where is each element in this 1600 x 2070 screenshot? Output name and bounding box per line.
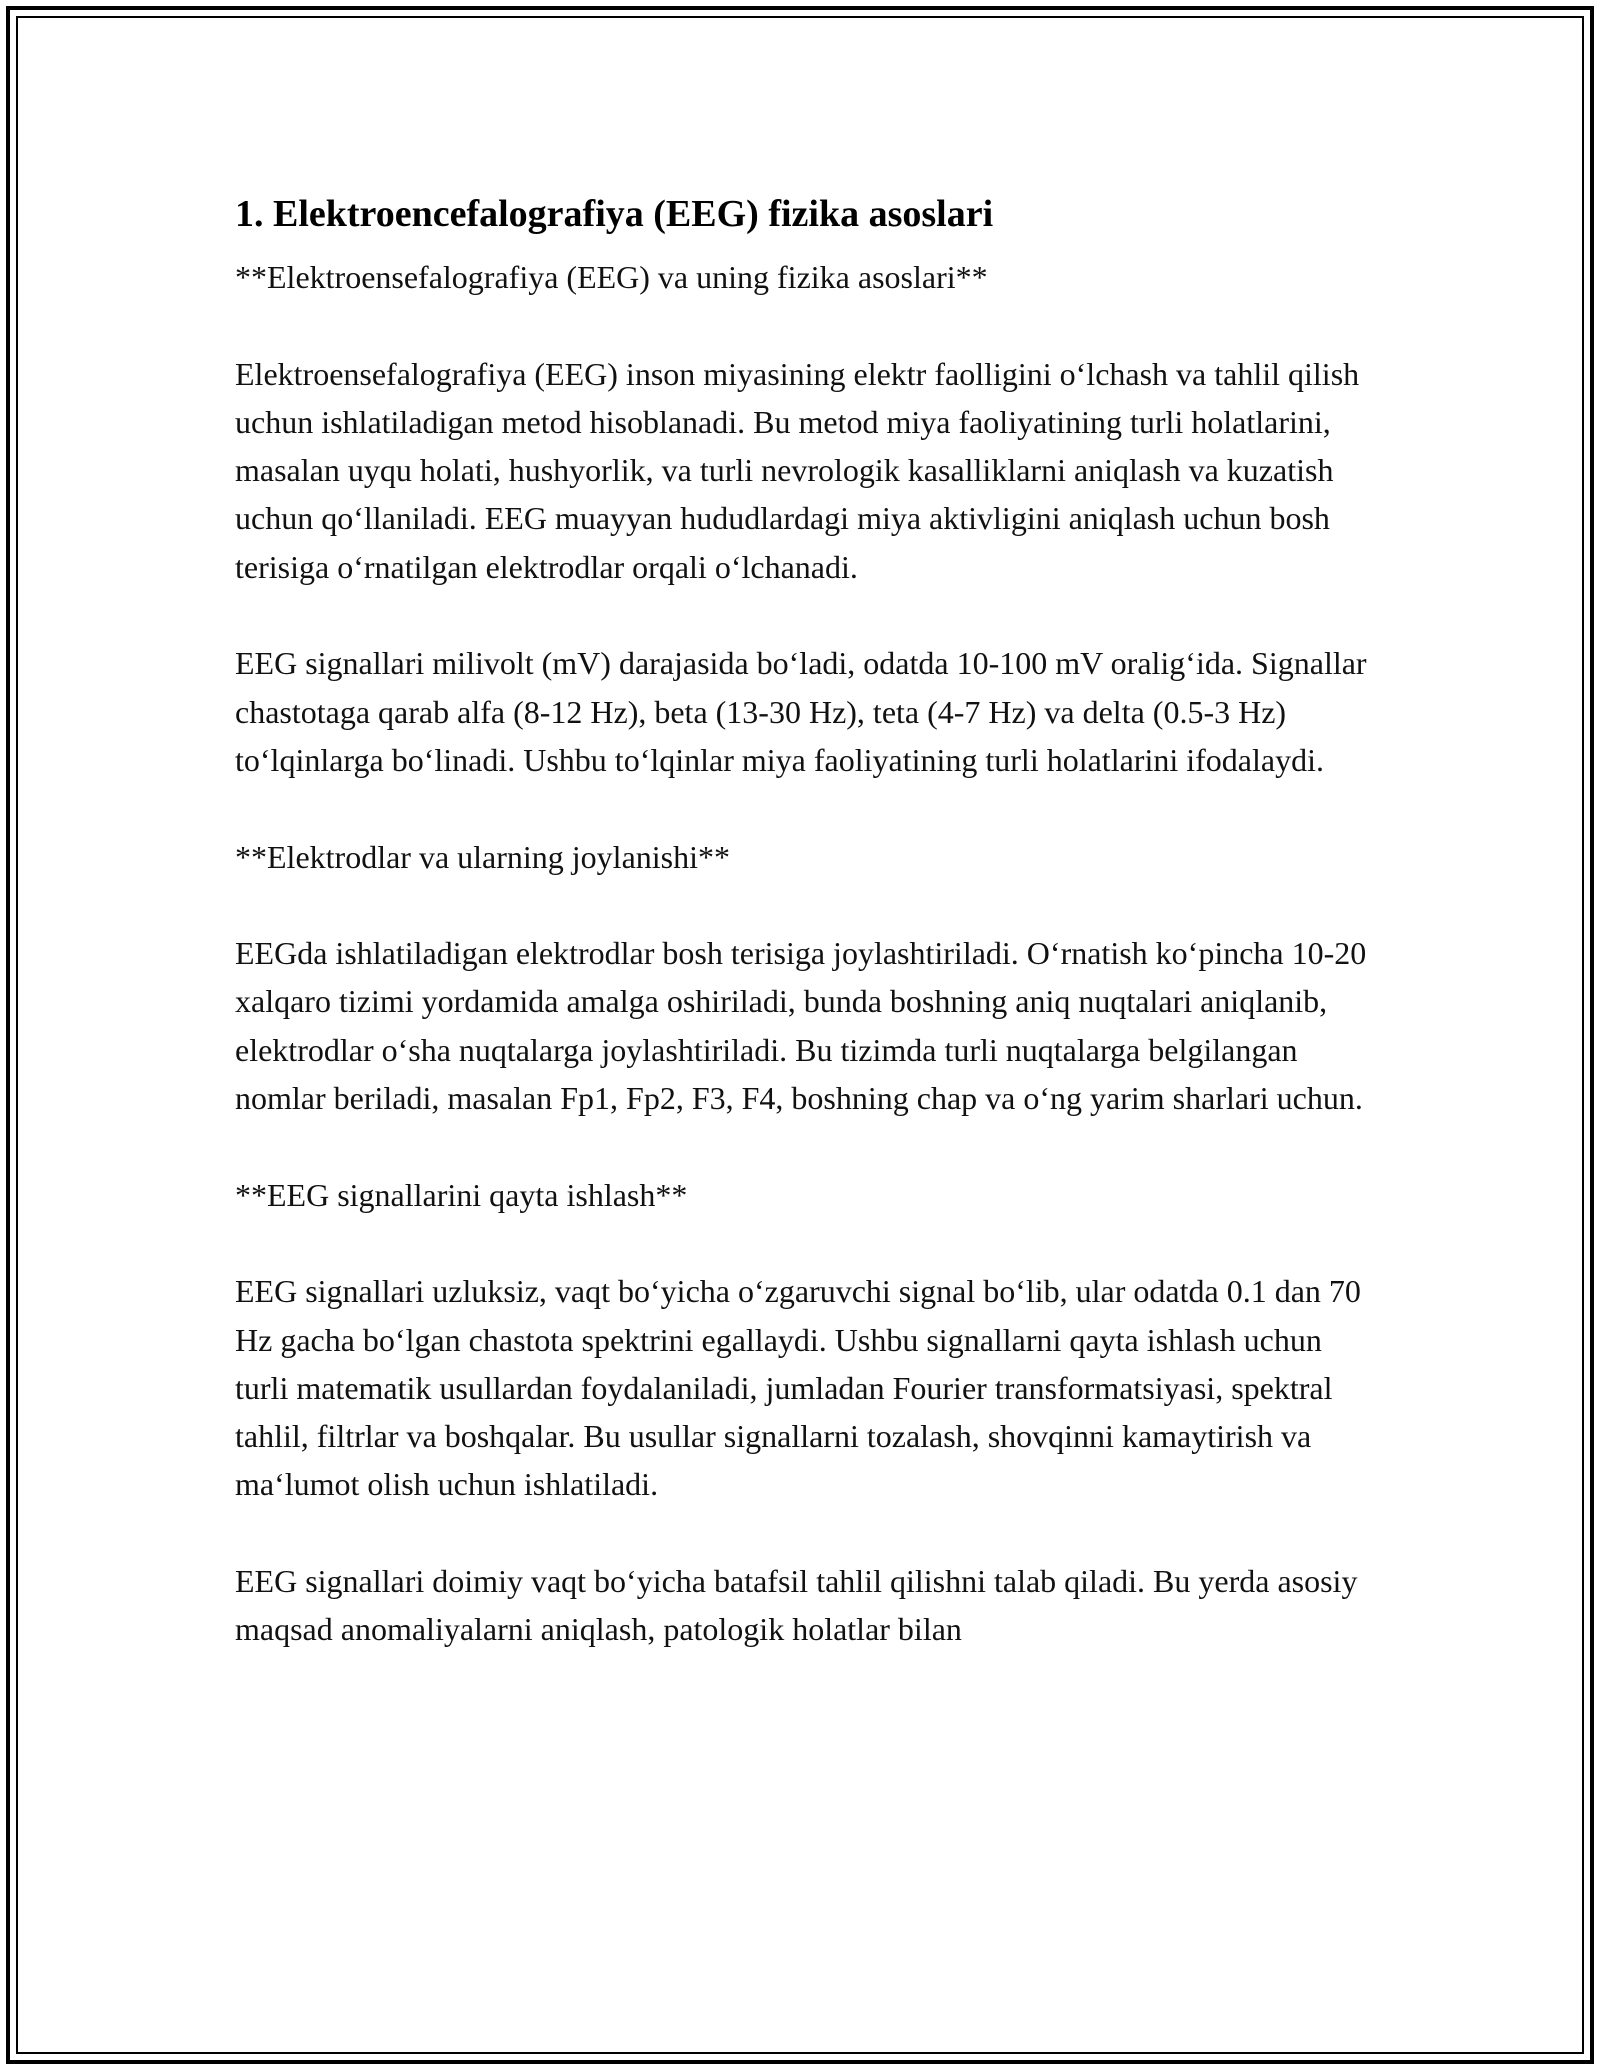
section-heading-eeg-physics: **Elektroensefalografiya (EEG) va uning fizika asoslari**: [235, 259, 988, 295]
paragraph-eeg-signals: EEG signallari milivolt (mV) darajasida bo‘ladi, odatda 10-100 mV oralig‘ida. Signallar chastotaga qarab alfa (8-12 Hz), beta (13-30 Hz), teta (4-7 Hz) va delta (0.5-3 Hz) to‘lqinlarga bo‘linadi. Ushbu to‘lqinlar miya faoliyatining turli holatlarini ifodalaydi.: [235, 645, 1367, 778]
paragraph-signal-processing: EEG signallari uzluksiz, vaqt bo‘yicha o‘zgaruvchi signal bo‘lib, ular odatda 0.1 dan 70 Hz gacha bo‘lgan chastota spektrini egallaydi. Ushbu signallarni qayta ishlash uchun turli matematik usullardan foydalaniladi, jumladan Fourier transformatsiyasi, spektral tahlil, filtrlar va boshqalar. Bu usullar signallarni tozalash, shovqinni kamaytirish va ma‘lumot olish uchun ishlatiladi.: [235, 1273, 1361, 1503]
paragraph-analysis: EEG signallari doimiy vaqt bo‘yicha batafsil tahlil qilishni talab qiladi. Bu yerda asosiy maqsad anomaliyalarni aniqlash, patologik holatlar bilan: [235, 1563, 1358, 1648]
section-heading-signal-processing: **EEG signallarini qayta ishlash**: [235, 1176, 688, 1213]
document-title: 1. Elektroencefalografiya (EEG) fizika asoslari: [235, 193, 994, 235]
paragraph-eeg-definition: Elektroensefalografiya (EEG) inson miyasining elektr faolligini o‘lchash va tahlil qilish uchun ishlatiladigan metod hisoblanadi. Bu metod miya faoliyatining turli holatlarini, masalan uyqu holati, hushyorlik, va turli nevrologik kasalliklarni aniqlash va kuzatish uchun qo‘llaniladi. EEG muayyan hududlardagi miya aktivligini aniqlash uchun bosh terisiga o‘rnatilgan elektrodlar orqali o‘lchanadi.: [235, 355, 1360, 585]
document-body: [235, 187, 1370, 1702]
section-heading-electrodes: **Elektrodlar va ularning joylanishi**: [235, 838, 730, 875]
paragraph-electrodes: EEGda ishlatiladigan elektrodlar bosh terisiga joylashtiriladi. O‘rnatish ko‘pincha 10-20 xalqaro tizimi yordamida amalga oshiriladi, bunda boshning aniq nuqtalari aniqlanib, elektrodlar o‘sha nuqtalarga joylashtiriladi. Bu tizimda turli nuqtalarga belgilangan nomlar beriladi, masalan Fp1, Fp2, F3, F4, boshning chap va o‘ng yarim sharlari uchun.: [235, 935, 1367, 1117]
